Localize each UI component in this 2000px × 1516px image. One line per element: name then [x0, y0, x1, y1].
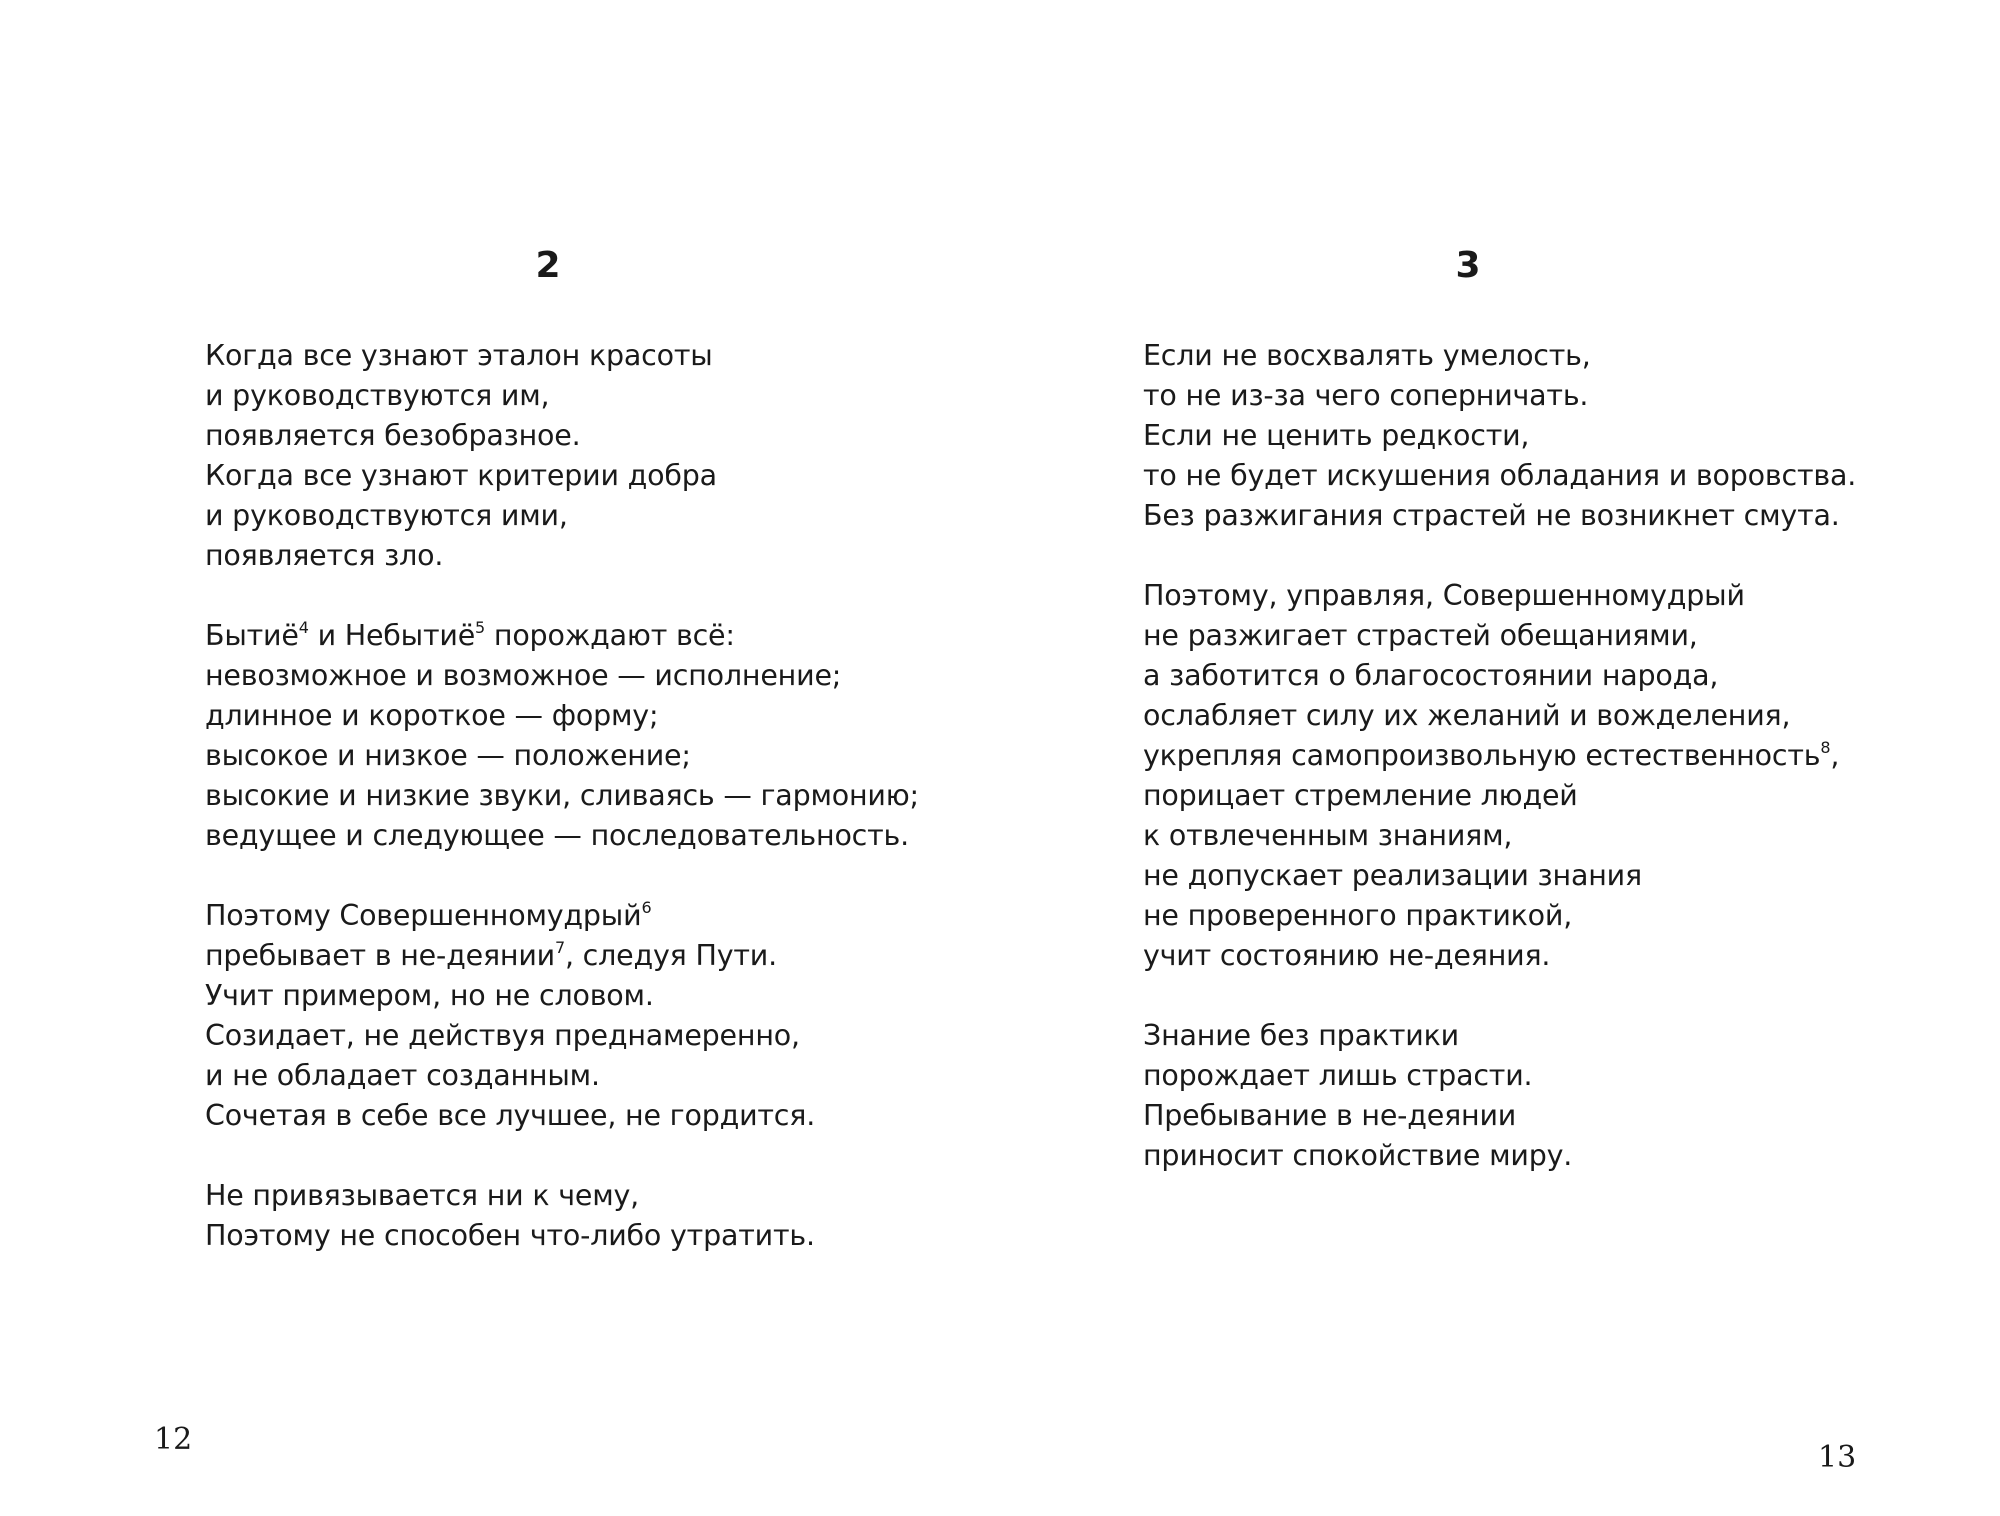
- poem-line: Если не восхвалять умелость,: [1143, 339, 1591, 372]
- poem-line: не допускает реализации знания: [1143, 859, 1642, 892]
- poem-line: Пребывание в не-деянии: [1143, 1099, 1517, 1132]
- poem-line: то не из-за чего соперничать.: [1143, 379, 1589, 412]
- poem-line: к отвлеченным знаниям,: [1143, 819, 1513, 852]
- footnote-ref: 6: [641, 898, 652, 917]
- right-page: [1000, 0, 2000, 1516]
- stanza: [205, 1176, 919, 1256]
- poem-line: приносит спокойствие миру.: [1143, 1139, 1573, 1172]
- poem-line: Когда все узнают критерии добра: [205, 459, 717, 492]
- poem-line: Не привязывается ни к чему,: [205, 1179, 640, 1212]
- word: Бытиё: [205, 619, 299, 652]
- word: укрепляя самопроизвольную естественность: [1143, 739, 1821, 772]
- poem-line: появляется безобразное.: [205, 419, 581, 452]
- poem-line: Поэтому, управляя, Совершенномудрый: [1143, 579, 1745, 612]
- word: , следуя Пути.: [564, 939, 777, 972]
- poem-line: и руководствуются им,: [205, 379, 550, 412]
- footnote-ref: 4: [298, 618, 309, 637]
- page-number: 13: [1818, 1440, 1857, 1475]
- stanza: [1143, 336, 1856, 536]
- word: порождают всё:: [493, 619, 735, 652]
- poem-line: высокие и низкие звуки, сливаясь — гармонию;: [205, 779, 919, 812]
- poem-line: длинное и короткое — форму;: [205, 699, 659, 732]
- poem-line: не разжигает страстей обещаниями,: [1143, 619, 1698, 652]
- poem-line: порицает стремление людей: [1143, 779, 1578, 812]
- poem-line: учит состоянию не-деяния.: [1143, 939, 1551, 972]
- word: и Небытиё: [317, 619, 476, 652]
- poem-line: [205, 936, 919, 976]
- poem-line: Знание без практики: [1143, 1019, 1459, 1052]
- poem-line: ведущее и следующее — последовательность.: [205, 819, 910, 852]
- poem-line: Сочетая в себе все лучшее, не гордится.: [205, 1099, 816, 1132]
- stanza: [1143, 1016, 1856, 1176]
- stanza: [205, 616, 919, 856]
- poem-line: высокое и низкое — положение;: [205, 739, 691, 772]
- poem-text: [1143, 336, 1856, 1216]
- chapter-number: 3: [1455, 245, 1481, 286]
- poem-line: ослабляет силу их желаний и вожделения,: [1143, 699, 1791, 732]
- poem-line: [1143, 736, 1856, 776]
- poem-line: [205, 616, 919, 656]
- poem-line: не проверенного практикой,: [1143, 899, 1573, 932]
- word: пребывает в не-деянии: [205, 939, 555, 972]
- poem-line: то не будет искушения обладания и воровства.: [1143, 459, 1857, 492]
- poem-line: Если не ценить редкости,: [1143, 419, 1530, 452]
- stanza: [205, 336, 919, 576]
- poem-line: [205, 896, 919, 936]
- poem-line: Без разжигания страстей не возникнет смута.: [1143, 499, 1840, 532]
- poem-line: Когда все узнают эталон красоты: [205, 339, 713, 372]
- stanza: [1143, 576, 1856, 976]
- chapter-number: 2: [535, 245, 561, 286]
- poem-text: [205, 336, 919, 1296]
- footnote-ref: 7: [554, 938, 565, 957]
- poem-line: появляется зло.: [205, 539, 444, 572]
- poem-line: Учит примером, но не словом.: [205, 979, 654, 1012]
- poem-line: а заботится о благосостоянии народа,: [1143, 659, 1719, 692]
- page-number: 12: [154, 1422, 193, 1457]
- footnote-ref: 8: [1820, 738, 1831, 757]
- poem-line: Поэтому не способен что-либо утратить.: [205, 1219, 815, 1252]
- poem-line: Созидает, не действуя преднамеренно,: [205, 1019, 800, 1052]
- footnote-ref: 5: [475, 618, 486, 637]
- stanza: [205, 896, 919, 1136]
- punctuation: ,: [1830, 739, 1840, 772]
- word: Поэтому Совершенномудрый: [205, 899, 642, 932]
- poem-line: и руководствуются ими,: [205, 499, 568, 532]
- poem-line: и не обладает созданным.: [205, 1059, 600, 1092]
- poem-line: порождает лишь страсти.: [1143, 1059, 1533, 1092]
- poem-line: невозможное и возможное — исполнение;: [205, 659, 842, 692]
